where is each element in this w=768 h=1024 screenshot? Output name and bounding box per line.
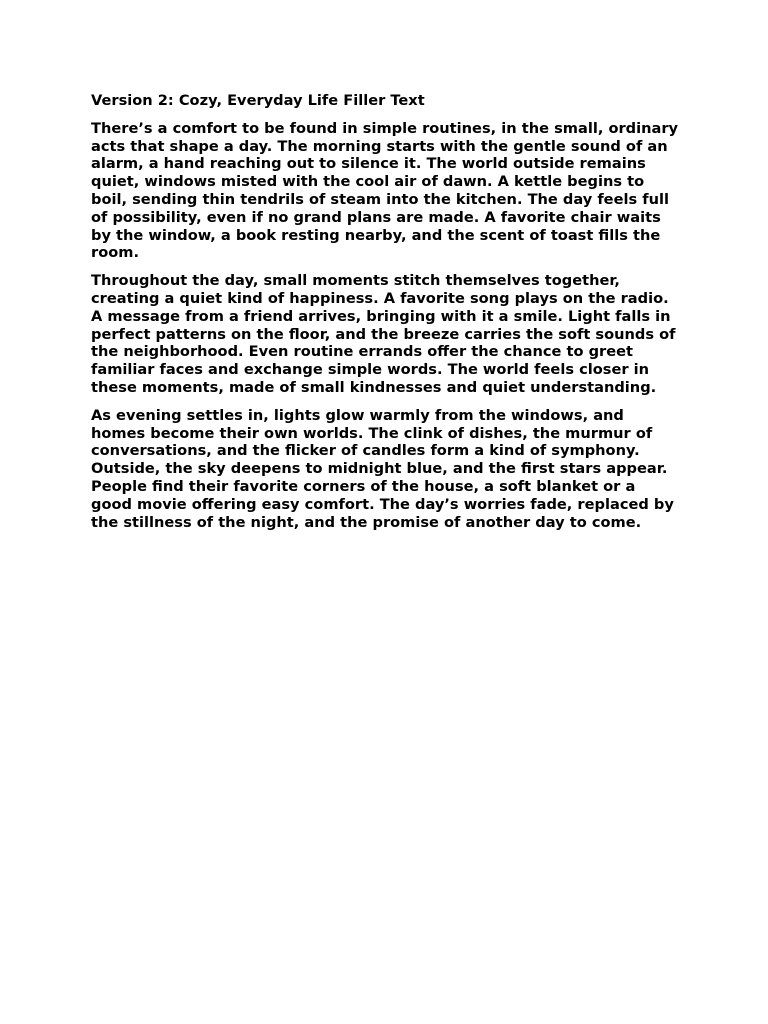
paragraph-morning: There’s a comfort to be found in simple routines, in the small, ordinary acts that shape a day. The morning starts with the gentle sound of an alarm, a hand reaching out to silence it. The world outside remains quiet, windows misted with the cool air of dawn. A kettle begins to boil, sending thin tendrils of steam into the kitchen. The day feels full of possibility, even if no grand plans are made. A favorite chair waits by the window, a book resting nearby, and the scent of toast fills the room. (91, 119, 679, 262)
document-body (91, 92, 681, 541)
paragraph-daytime: Throughout the day, small moments stitch themselves together, creating a quiet kind of happiness. A favorite song plays on the radio. A message from a friend arrives, bringing with it a smile. Light falls in perfect patterns on the floor, and the breeze carries the soft sounds of the neighborhood. Even routine errands offer the chance to greet familiar faces and exchange simple words. The world feels closer in these moments, made of small kindnesses and quiet understanding. (91, 272, 676, 396)
document-heading: Version 2: Cozy, Everyday Life Filler Text (91, 92, 425, 109)
paragraph-evening: As evening settles in, lights glow warmly from the windows, and homes become their own worlds. The clink of dishes, the murmur of conversations, and the flicker of candles form a kind of symphony. Outside, the sky deepens to midnight blue, and the first stars appear. People find their favorite corners of the house, a soft blanket or a good movie offering easy comfort. The day’s worries fade, replaced by the stillness of the night, and the promise of another day to come. (91, 406, 674, 531)
